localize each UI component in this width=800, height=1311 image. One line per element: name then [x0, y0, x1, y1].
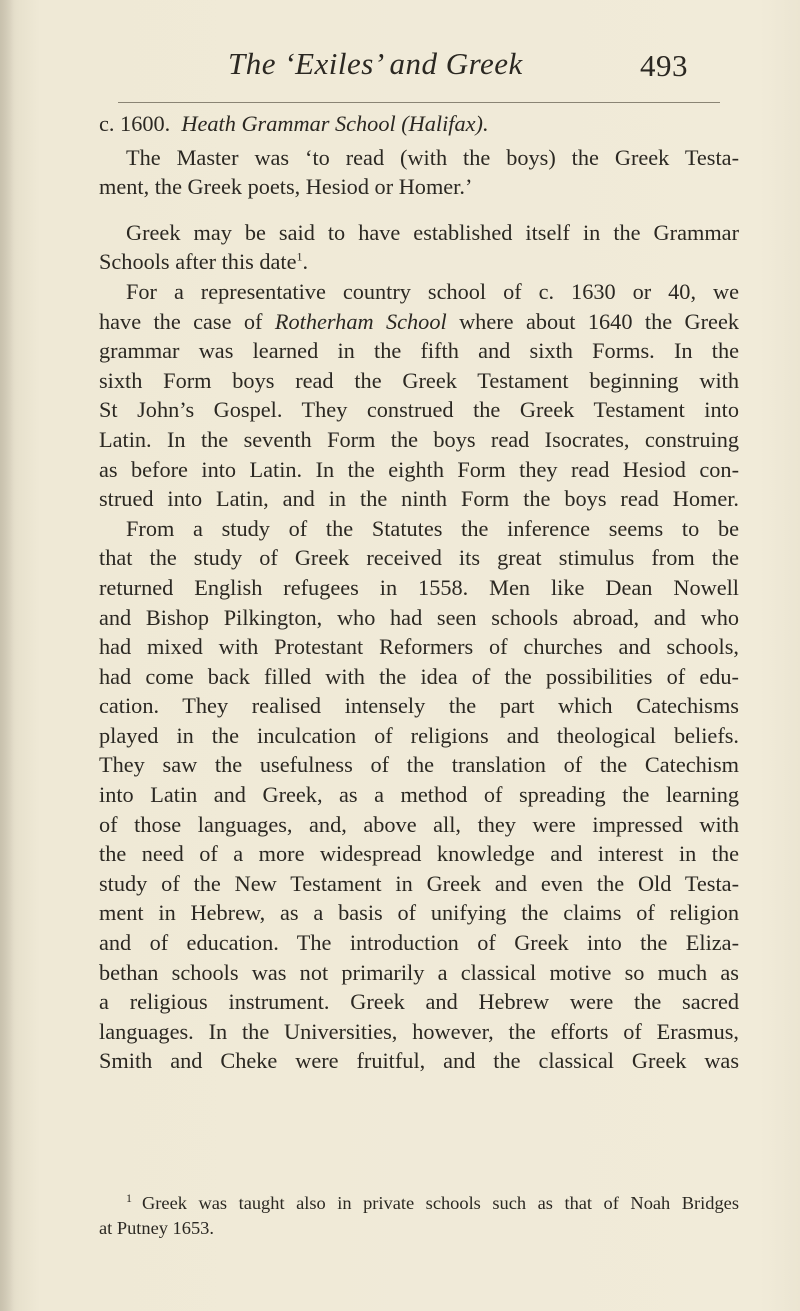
text-line: that the study of Greek received its great stimulus from the — [99, 545, 739, 571]
text-line: strued into Latin, and in the ninth Form the boys read Homer. — [99, 486, 739, 512]
text-line: ment, the Greek poets, Hesiod or Homer.’ — [99, 174, 473, 200]
text-line — [99, 307, 739, 337]
page-number: 493 — [640, 48, 688, 83]
heading-date: c. 1600. — [99, 111, 171, 136]
text-line: into Latin and Greek, as a method of spreading the learning — [99, 782, 739, 808]
heading-place: (Halifax). — [401, 111, 489, 136]
footnote-line: at Putney 1653. — [99, 1218, 214, 1238]
binding-shadow — [0, 0, 14, 1311]
body-text — [99, 109, 739, 1076]
running-head — [0, 46, 800, 96]
text-line: bethan schools was not primarily a classical motive so much as — [99, 959, 739, 985]
text-line: St John’s Gospel. They construed the Greek Testament into — [99, 397, 739, 423]
text-line: cation. They realised intensely the part which Catechisms — [99, 693, 739, 719]
text-line: study of the New Testament in Greek and even the Old Testa- — [99, 870, 739, 896]
text-line: Greek may be said to have established itself in the Grammar — [126, 219, 739, 245]
footnotes — [99, 1191, 739, 1241]
text-segment: have the case of — [99, 308, 263, 334]
footnote-line — [99, 1191, 739, 1216]
header-rule — [118, 102, 720, 103]
text-line: languages. In the Universities, however, the efforts of Erasmus, — [99, 1018, 739, 1044]
text-segment: Schools after this date — [99, 249, 297, 275]
text-line: had mixed with Protestant Reformers of churches and schools, — [99, 634, 739, 660]
text-line: grammar was learned in the fifth and sixth Forms. In the — [99, 338, 739, 364]
text-line: and of education. The introduction of Greek into the Eliza- — [99, 930, 739, 956]
text-line: a religious instrument. Greek and Hebrew were the sacred — [99, 989, 739, 1015]
text-line: From a study of the Statutes the inference seems to be — [126, 515, 739, 541]
text-line: Smith and Cheke were fruitful, and the classical Greek was — [99, 1048, 739, 1074]
text-line: For a representative country school of c. 1630 or 40, we — [126, 278, 739, 304]
text-line: as before into Latin. In the eighth Form they read Hesiod con- — [99, 456, 739, 482]
footnote-text: Greek was taught also in private schools such as that of Noah Bridges — [142, 1193, 739, 1213]
text-line: The Master was ‘to read (with the boys) the Greek Testa- — [126, 144, 739, 170]
text-line: ment in Hebrew, as a basis of unifying the claims of religion — [99, 900, 739, 926]
text-line: played in the inculcation of religions and theological beliefs. — [99, 722, 739, 748]
text-segment: . — [302, 249, 309, 275]
section-heading — [99, 109, 739, 139]
footnote-number: 1 — [126, 1191, 132, 1205]
text-line: returned English refugees in 1558. Men like Dean Nowell — [99, 574, 739, 600]
text-line: Latin. In the seventh Form the boys read Isocrates, construing — [99, 426, 739, 452]
text-line: the need of a more widespread knowledge and interest in the — [99, 841, 739, 867]
text-line: and Bishop Pilkington, who had seen schools abroad, and who — [99, 604, 739, 630]
text-line — [99, 247, 739, 277]
text-line: had come back filled with the idea of the possibilities of edu- — [99, 663, 739, 689]
text-line: of those languages, and, above all, they were impressed with — [99, 811, 739, 837]
text-line: They saw the usefulness of the translation of the Catechism — [99, 752, 739, 778]
running-title: The ‘Exiles’ and Greek — [228, 46, 523, 81]
school-name: Rotherham School — [274, 308, 447, 334]
footnote-reference: 1 — [296, 249, 303, 264]
text-segment: where about 1640 the Greek — [459, 308, 739, 334]
text-line: sixth Form boys read the Greek Testament beginning with — [99, 367, 739, 393]
heading-school: Heath Grammar School — [181, 111, 396, 136]
